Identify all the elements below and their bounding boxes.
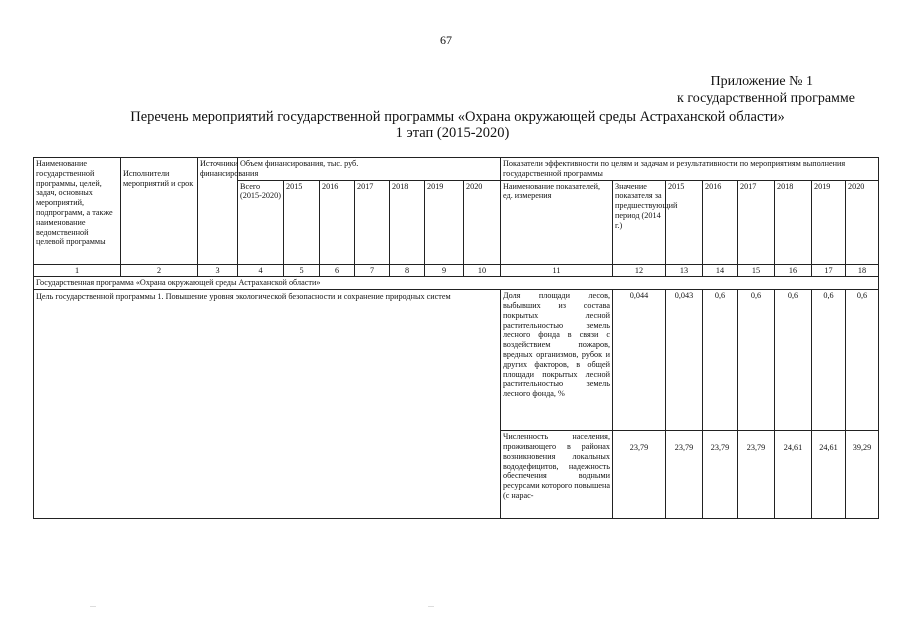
column-number: 15 — [738, 264, 775, 277]
title-line-1: Перечень мероприятий государственной программы «Охрана окружающей среды Астраханской области» — [130, 109, 785, 125]
column-number-row — [34, 264, 879, 277]
column-number: 14 — [703, 264, 738, 277]
indicator-value: 24,61 — [812, 431, 846, 519]
indicator-base: 23,79 — [613, 431, 666, 519]
indicator-base: 0,044 — [613, 290, 666, 431]
indicator-value: 23,79 — [738, 431, 775, 519]
column-number: 1 — [34, 264, 121, 277]
header-year: 2018 — [390, 180, 425, 264]
column-number: 5 — [284, 264, 320, 277]
header-base-value: Значение показателя за предшествующий период (2014 г.) — [613, 180, 666, 264]
indicator-name: Доля площади лесов, выбывших из состава покрытых лесной растительностью земель лесного фонда в связи с воздействием пожаров, вредных организмов, рубок и других факторов, в общей площади покрытых лесной растительностью земель лесного фонда, % — [501, 290, 613, 431]
indicator-value: 23,79 — [666, 431, 703, 519]
header-executors: Исполнители мероприятий и срок — [121, 158, 198, 265]
column-number: 16 — [775, 264, 812, 277]
scan-artifact — [90, 606, 96, 607]
header-year: 2015 — [666, 180, 703, 264]
appendix-line-1: Приложение № 1 — [710, 74, 813, 89]
header-year: 2017 — [355, 180, 390, 264]
scan-artifact — [428, 606, 434, 607]
indicator-value: 0,6 — [846, 290, 879, 431]
indicator-value: 0,6 — [812, 290, 846, 431]
header-indicator-name: Наименование показателей, ед. измерения — [501, 180, 613, 264]
column-number: 6 — [320, 264, 355, 277]
document-title — [0, 109, 905, 141]
indicator-value: 39,29 — [846, 431, 879, 519]
column-number: 18 — [846, 264, 879, 277]
column-number: 7 — [355, 264, 390, 277]
indicator-value: 0,6 — [703, 290, 738, 431]
measures-table — [33, 157, 879, 519]
header-indicators-group: Показатели эффективности по целям и задачам и результативности по мероприятиям выполнения государственной программы — [501, 158, 879, 181]
header-name: Наименование государственной программы, целей, задач, основных мероприятий, подпрограмм, а также наименование ведомственной целевой программы — [34, 158, 121, 265]
header-year: 2020 — [846, 180, 879, 264]
column-number: 13 — [666, 264, 703, 277]
indicator-value: 0,6 — [738, 290, 775, 431]
column-number: 17 — [812, 264, 846, 277]
indicator-value: 23,79 — [703, 431, 738, 519]
header-year: 2016 — [703, 180, 738, 264]
header-funding-group: Объем финансирования, тыс. руб. — [238, 158, 501, 181]
indicator-value: 0,043 — [666, 290, 703, 431]
column-number: 2 — [121, 264, 198, 277]
indicator-value: 24,61 — [775, 431, 812, 519]
column-number: 11 — [501, 264, 613, 277]
column-number: 8 — [390, 264, 425, 277]
header-year: 2017 — [738, 180, 775, 264]
header-year: 2019 — [812, 180, 846, 264]
appendix-line-2: к государственной программе — [677, 91, 855, 106]
column-number: 3 — [198, 264, 238, 277]
title-line-2: 1 этап (2015-2020) — [395, 125, 510, 141]
header-year: 2018 — [775, 180, 812, 264]
column-number: 12 — [613, 264, 666, 277]
goal-cell: Цель государственной программы 1. Повышение уровня экологической безопасности и сохранение природных систем — [34, 290, 501, 519]
header-year: 2019 — [425, 180, 464, 264]
column-number: 10 — [464, 264, 501, 277]
header-year: 2015 — [284, 180, 320, 264]
header-year: 2016 — [320, 180, 355, 264]
appendix-caption — [677, 73, 855, 107]
header-sources: Источники финансирования — [198, 158, 238, 265]
indicator-value: 0,6 — [775, 290, 812, 431]
header-total: Всего (2015-2020) — [238, 180, 284, 264]
page-number: 67 — [440, 33, 452, 47]
section-row: Государственная программа «Охрана окружающей среды Астраханской области» — [34, 277, 879, 290]
column-number: 9 — [425, 264, 464, 277]
header-year: 2020 — [464, 180, 501, 264]
indicator-name: Численность населения, проживающего в районах возникновения локальных вододефицитов, надежность обеспечения водными ресурсами которого повышена (с нарас- — [501, 431, 613, 519]
column-number: 4 — [238, 264, 284, 277]
